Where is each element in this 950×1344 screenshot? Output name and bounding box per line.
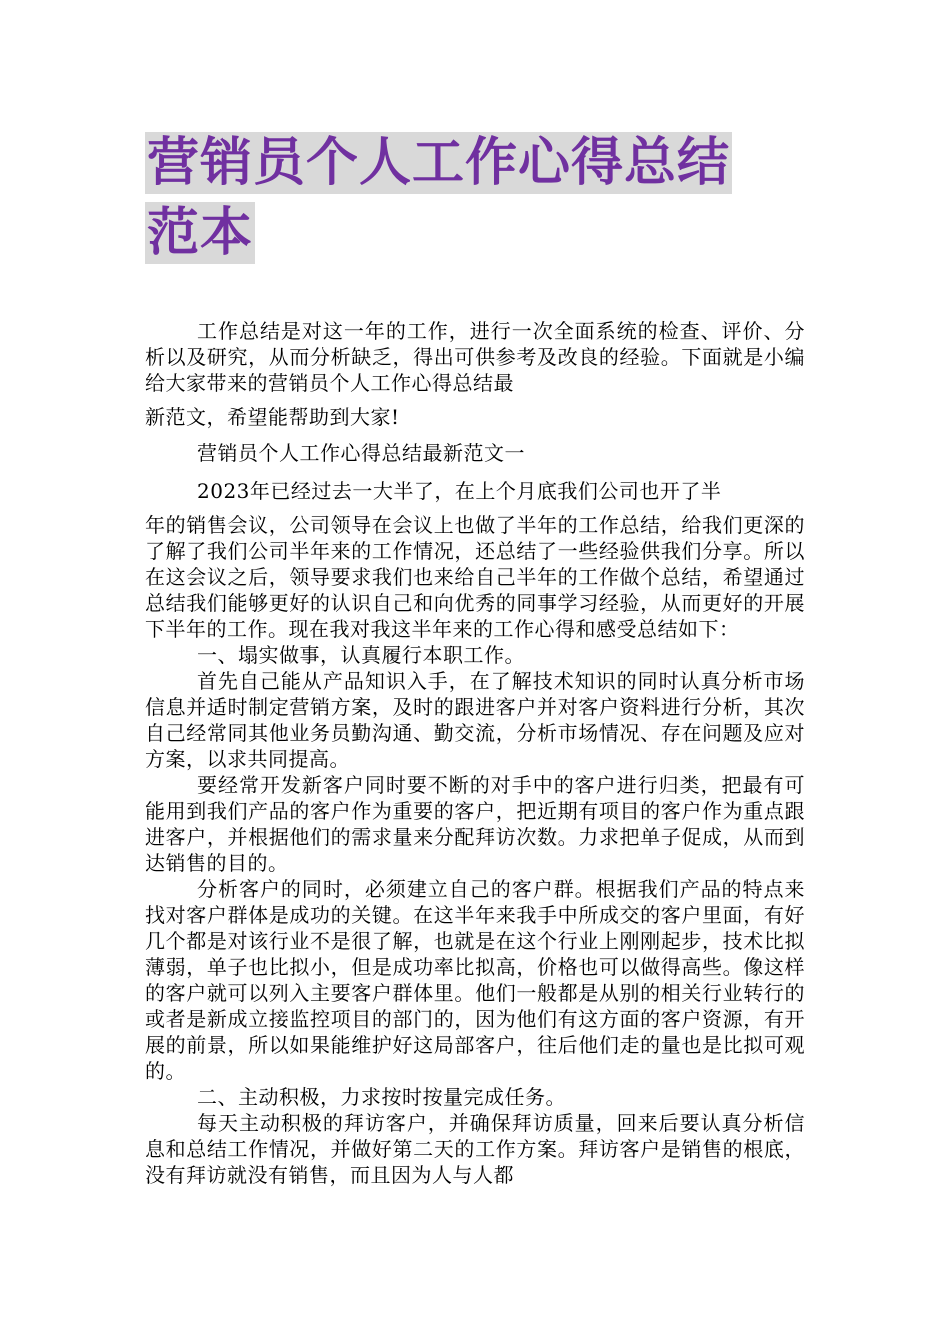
section-2-paragraph-1: 每天主动积极的拜访客户，并确保拜访质量，回来后要认真分析信息和总结工作情况，并做好第二天的工作方案。拜访客户是销售的根底，没有拜访就没有销售，而且因为人与人都 <box>145 1111 805 1187</box>
title-line-2: 范本 <box>147 203 254 263</box>
section-1-paragraph-3: 分析客户的同时，必须建立自己的客户群。根据我们产品的特点来找对客户群体是成功的关键。在这半年来我手中所成交的客户里面，有好几个都是对该行业不是很了解，也就是在这个行业上刚刚起步，技术比拟薄弱，单子也比拟小，但是成功率比拟高，价格也可以做得高些。像这样的客户就可以列入主要客户群体里。他们一般都是从别的相关行业转行的或者是新成立接监控项目的部门的，因为他们有这方面的客户资源，有开展的前景，所以如果能维护好这局部客户，往后他们走的量也是比拟可观的。 <box>145 877 805 1083</box>
section-1-paragraph-1: 首先自己能从产品知识入手，在了解技术知识的同时认真分析市场信息并适时制定营销方案，及时的跟进客户并对客户资料进行分析，其次自己经常同其他业务员勤沟通、勤交流，分析市场情况、存在问题及应对方案，以求共同提高。 <box>145 669 805 771</box>
article-subtitle: 营销员个人工作心得总结最新范文一 <box>197 441 525 465</box>
opening-paragraph: 年的销售会议，公司领导在会议上也做了半年的工作总结，给我们更深的了解了我们公司半年来的工作情况，还总结了一些经验供我们分享。所以在这会议之后，领导要求我们也来给自己半年的工作做个总结，希望通过总结我们能够更好的认识自己和向优秀的同事学习经验，从而更好的开展下半年的工作。现在我对我这半年来的工作心得和感受总结如下： <box>145 513 805 641</box>
document-body <box>145 318 805 1188</box>
intro-paragraph-end: 新范文，希望能帮助到大家! <box>145 405 400 429</box>
section-1-heading: 一、塌实做事，认真履行本职工作。 <box>197 643 525 667</box>
intro-paragraph: 工作总结是对这一年的工作，进行一次全面系统的检查、评价、分析以及研究，从而分析缺乏，得出可供参考及改良的经验。下面就是小编给大家带来的营销员个人工作心得总结最 <box>145 319 805 395</box>
section-1-paragraph-2: 要经常开发新客户同时要不断的对手中的客户进行归类，把最有可能用到我们产品的客户作为重要的客户，把近期有项目的客户作为重点跟进客户，并根据他们的需求量来分配拜访次数。力求把单子促成，从而到达销售的目的。 <box>145 773 805 875</box>
section-2-heading: 二、主动积极，力求按时按量完成任务。 <box>197 1085 566 1109</box>
document-title <box>145 132 810 272</box>
title-line-1: 营销员个人工作心得总结 <box>147 133 731 193</box>
opening-paragraph-line1: 2023年已经过去一大半了，在上个月底我们公司也开了半 <box>197 479 722 503</box>
